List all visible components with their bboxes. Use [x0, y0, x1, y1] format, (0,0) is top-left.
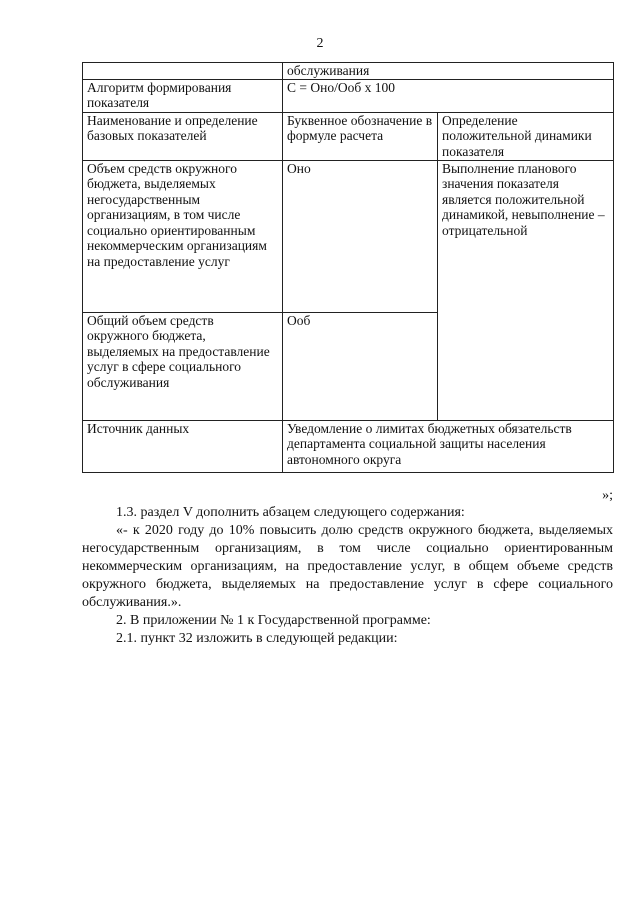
table-cell: обслуживания: [283, 63, 614, 80]
formula-cell: С = Оно/Ооб x 100: [283, 79, 614, 112]
table-cell: Общий объем средств окружного бюджета, выделяемых на предоставление услуг в сфере социального обслуживания: [83, 312, 283, 420]
paragraph: 1.3. раздел V дополнить абзацем следующего содержания:: [116, 505, 465, 520]
table-row: [83, 112, 614, 160]
table-cell: Алгоритм формирования показателя: [83, 79, 283, 112]
indicator-table: [82, 62, 614, 473]
table-cell: Выполнение планового значения показателя является положительной динамикой, невыполнение – отрицательной: [438, 160, 614, 420]
table-cell: Объем средств окружного бюджета, выделяемых негосударственным организациям, в том числе социально ориентированным некоммерческим организациям на предоставление услуг: [83, 160, 283, 312]
table-cell: Источник данных: [83, 420, 283, 472]
table-cell-empty: [83, 63, 283, 80]
paragraph: «- к 2020 году до 10% повысить долю средств окружного бюджета, выделяемых негосударственным организациям, в том числе социально ориентированным некоммерческим организациям, на предоставление услуг, в общем объеме средств окружного бюджета, выделяемых на предоставление услуг в сфере социального обслуживания.».: [82, 523, 613, 610]
closing-quote: »;: [602, 488, 613, 503]
table-row: [83, 79, 614, 112]
paragraph: 2. В приложении № 1 к Государственной программе:: [116, 613, 431, 628]
table-cell: Ооб: [283, 312, 438, 420]
table-row: [83, 420, 614, 472]
table-row: [83, 63, 614, 80]
table-header-cell: Наименование и определение базовых показателей: [83, 112, 283, 160]
page-number: 2: [316, 36, 324, 51]
table-cell: Оно: [283, 160, 438, 312]
table-header-cell: Буквенное обозначение в формуле расчета: [283, 112, 438, 160]
table-header-cell: Определение положительной динамики показателя: [438, 112, 614, 160]
table-cell: Уведомление о лимитах бюджетных обязательств департамента социальной защиты населения автономного округа: [283, 420, 614, 472]
paragraph: 2.1. пункт 32 изложить в следующей редакции:: [116, 631, 398, 646]
table-row: [83, 160, 614, 312]
